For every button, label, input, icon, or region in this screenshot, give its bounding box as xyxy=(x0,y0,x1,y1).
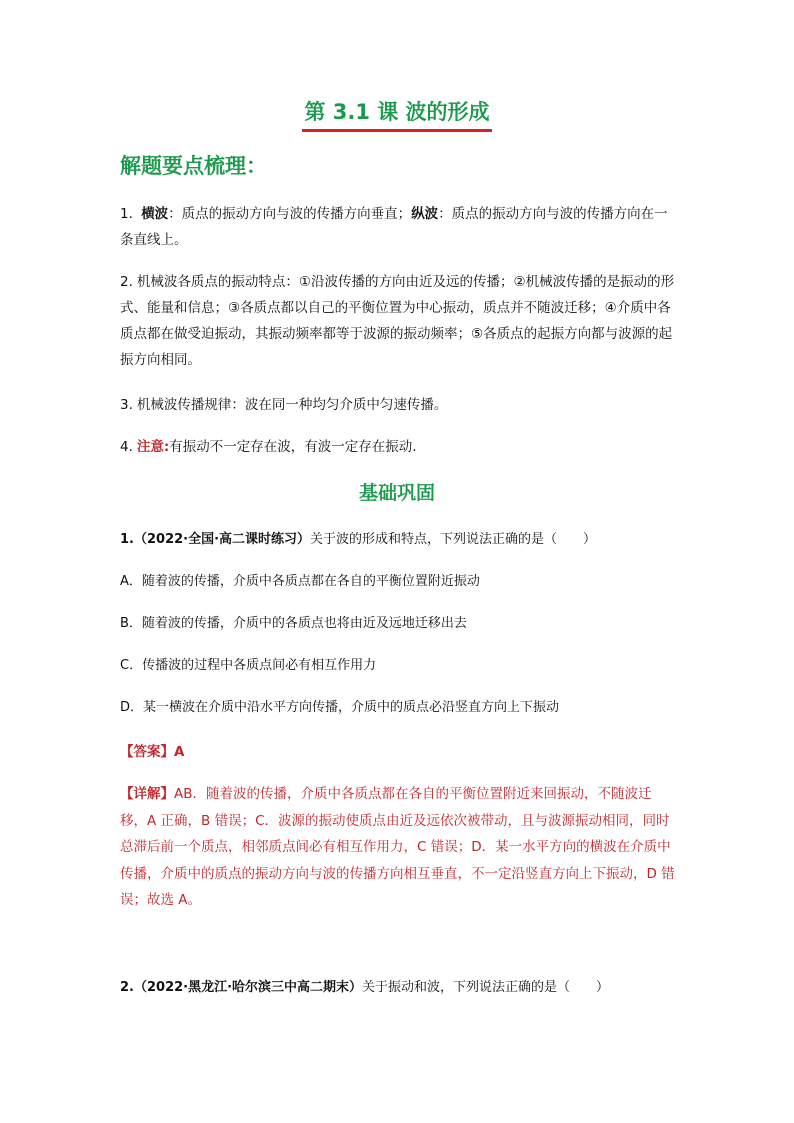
point-3 xyxy=(120,392,676,418)
point-text: ：质点的振动方向与波的传播方向在一条直线上。 xyxy=(120,206,668,248)
question-1-stem xyxy=(120,530,676,550)
question-number: 2. xyxy=(120,980,134,995)
section-heading: 解题要点梳理： xyxy=(120,154,267,178)
answer-line xyxy=(120,739,676,765)
question-number: 1. xyxy=(120,532,134,547)
basic-heading: 基础巩固 xyxy=(358,482,435,504)
point-text: 机械波各质点的振动特点：①沿波传播的方向由近及远的传播；②机械波传播的是振动的形式、能量和信息；③各质点都以自己的平衡位置为中心振动，质点并不随波迁移；④介质中各质点都在做受迫振动，其振动频率都等于波源的振动频率；⑤各质点的起振方向都与波源的起振方向相同。 xyxy=(120,274,675,368)
question-source: （2022·黑龙江·哈尔滨三中高二期末） xyxy=(133,980,363,995)
question-2-stem xyxy=(120,978,676,998)
point-1 xyxy=(120,201,676,253)
point-text: 有振动不一定存在波，有波一定存在振动. xyxy=(169,439,417,455)
question-text: 关于振动和波，下列说法正确的是（ ） xyxy=(362,980,610,995)
point-number: 4. xyxy=(120,439,133,455)
question-source: （2022·全国·高二课时练习） xyxy=(133,532,311,547)
keyword-transverse: 横波 xyxy=(141,206,169,222)
question-text: 关于波的形成和特点，下列说法正确的是（ ） xyxy=(310,532,597,547)
point-text: 机械波传播规律：波在同一种均匀介质中匀速传播。 xyxy=(136,397,448,413)
detail-text: AB．随着波的传播，介质中各质点都在各自的平衡位置附近来回振动，不随波迁移，A 正确，B 错误；C．波源的振动使质点由近及远依次被带动，且与波源振动相同，同时总滞后前一个质点，相邻质点间必有相互作用力，C 错误；D．某一水平方向的横波在介质中传播，介质中的质点的振动方向与波的传播方向相互垂直，不一定沿竖直方向上下振动，D 错误；故选 A。 xyxy=(120,786,675,908)
option-d: D．某一横波在介质中沿水平方向传播，介质中的质点必沿竖直方向上下振动 xyxy=(120,700,560,715)
option-a: A．随着波的传播，介质中各质点都在各自的平衡位置附近振动 xyxy=(120,574,480,589)
option-c: C．传播波的过程中各质点间必有相互作用力 xyxy=(120,658,377,673)
point-number: 3. xyxy=(120,397,133,413)
page-title-text: 第 3.1 课 波的形成 xyxy=(302,96,491,132)
point-number: 1. xyxy=(120,206,133,222)
keyword-longitudinal: 纵波 xyxy=(411,206,439,222)
answer-label: 【答案】 xyxy=(120,744,174,760)
detail-explanation xyxy=(120,781,676,914)
point-number: 2. xyxy=(120,274,133,290)
point-text: ：质点的振动方向与波的传播方向垂直； xyxy=(168,206,412,222)
page-title xyxy=(0,96,794,132)
point-2 xyxy=(120,269,676,373)
detail-label: 【详解】 xyxy=(120,786,174,802)
answer-value: A xyxy=(174,744,185,760)
point-4 xyxy=(120,434,676,460)
note-label: 注意: xyxy=(136,439,170,455)
option-b: B．随着波的传播，介质中的各质点也将由近及远地迁移出去 xyxy=(120,616,467,631)
